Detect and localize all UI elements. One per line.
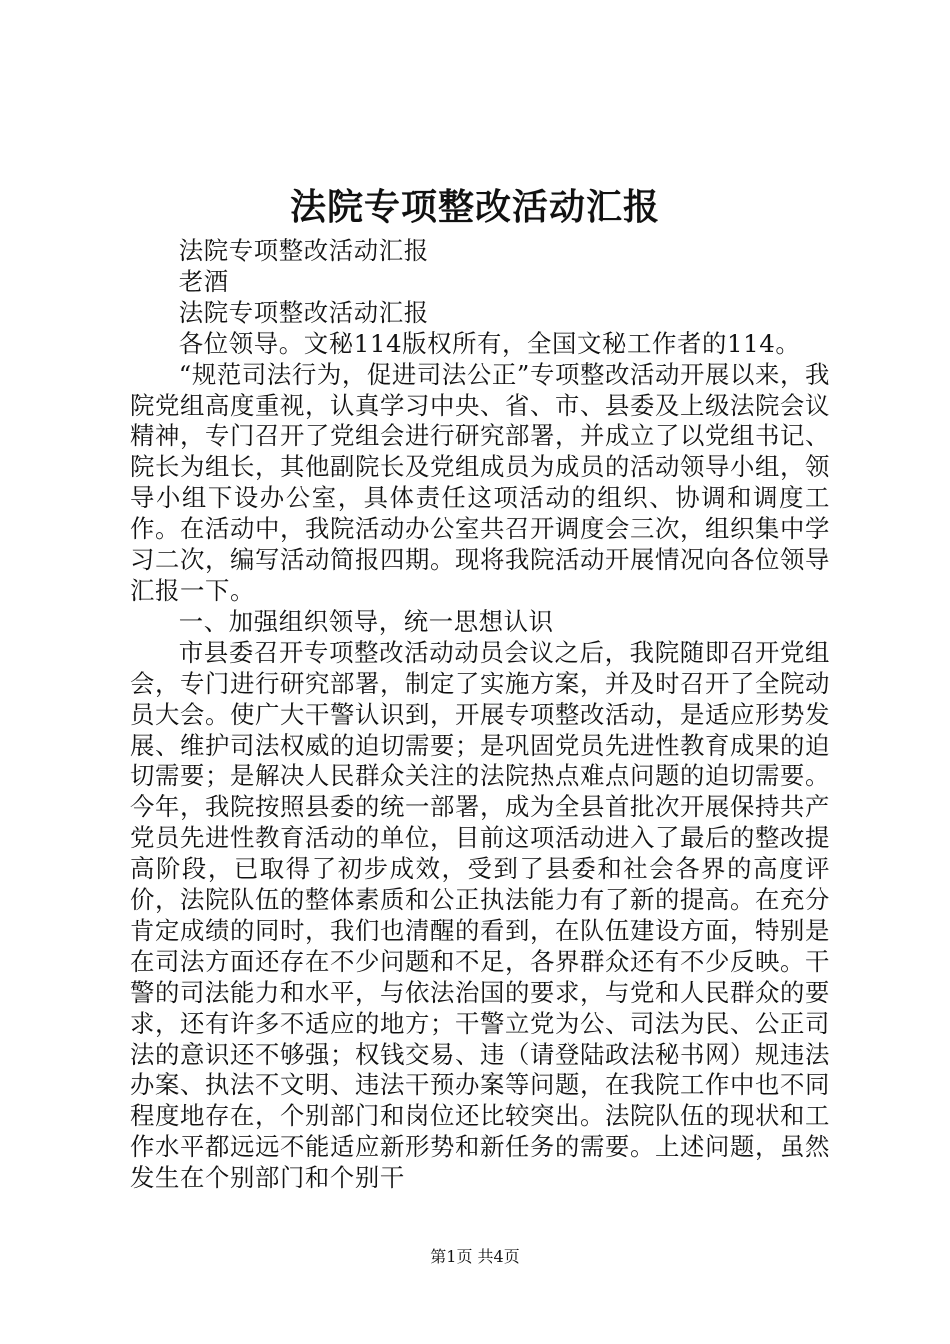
document-title: 法院专项整改活动汇报 <box>289 186 660 228</box>
paragraph-greeting: 各位领导。文秘114版权所有，全国文秘工作者的114。 <box>178 328 801 358</box>
paragraph-section-body: 市县委召开专项整改活动动员会议之后，我院随即召开党组会，专门进行研究部署，制定了实施方案，并及时召开了全院动员大会。使广大干警认识到，开展专项整改活动，是适应形势发展、维护司法权威的迫切需要；是巩固党员先进性教育成果的迫切需要；是解决人民群众关注的法院热点难点问题的迫切需要。今年，我院按照县委的统一部署，成为全县首批次开展保持共产党员先进性教育活动的单位，目前这项活动进入了最后的整改提高阶段，已取得了初步成效，受到了县委和社会各界的高度评价，法院队伍的整体素质和公正执法能力有了新的提高。在充分肯定成绩的同时，我们也清醒的看到，在队伍建设方面，特别是在司法方面还存在不少问题和不足，各界群众还有不少反映。干警的司法能力和水平，与依法治国的要求，与党和人民群众的要求，还有许多不适应的地方；干警立党为公、司法为民、公正司法的意识还不够强；权钱交易、违（请登陆政法秘书网）规违法办案、执法不文明、违法干预办案等问题，在我院工作中也不同程度地存在，个别部门和岗位还比较突出。法院队伍的现状和工作水平都远远不能适应新形势和新任务的需要。上述问题，虽然发生在个别部门和个别干 <box>130 637 830 1193</box>
paragraph-subtitle: 法院专项整改活动汇报 <box>178 297 429 327</box>
section-heading: 一、加强组织领导，统一思想认识 <box>178 606 554 636</box>
document-body <box>130 236 830 1194</box>
paragraph-heading-repeat: 法院专项整改活动汇报 <box>178 236 429 265</box>
page-footer: 第1页 共4页 <box>430 1247 520 1266</box>
paragraph-intro: “规范司法行为，促进司法公正”专项整改活动开展以来，我院党组高度重视，认真学习中央、省、市、县委及上级法院会议精神，专门召开了党组会进行研究部署，并成立了以党组书记、院长为组长，其他副院长及党组成员为成员的活动领导小组，领导小组下设办公室，具体责任这项活动的组织、协调和调度工作。在活动中，我院活动办公室共召开调度会三次，组织集中学习二次，编写活动简报四期。现将我院活动开展情况向各位领导汇报一下。 <box>130 359 830 605</box>
paragraph-author: 老酒 <box>178 266 229 296</box>
